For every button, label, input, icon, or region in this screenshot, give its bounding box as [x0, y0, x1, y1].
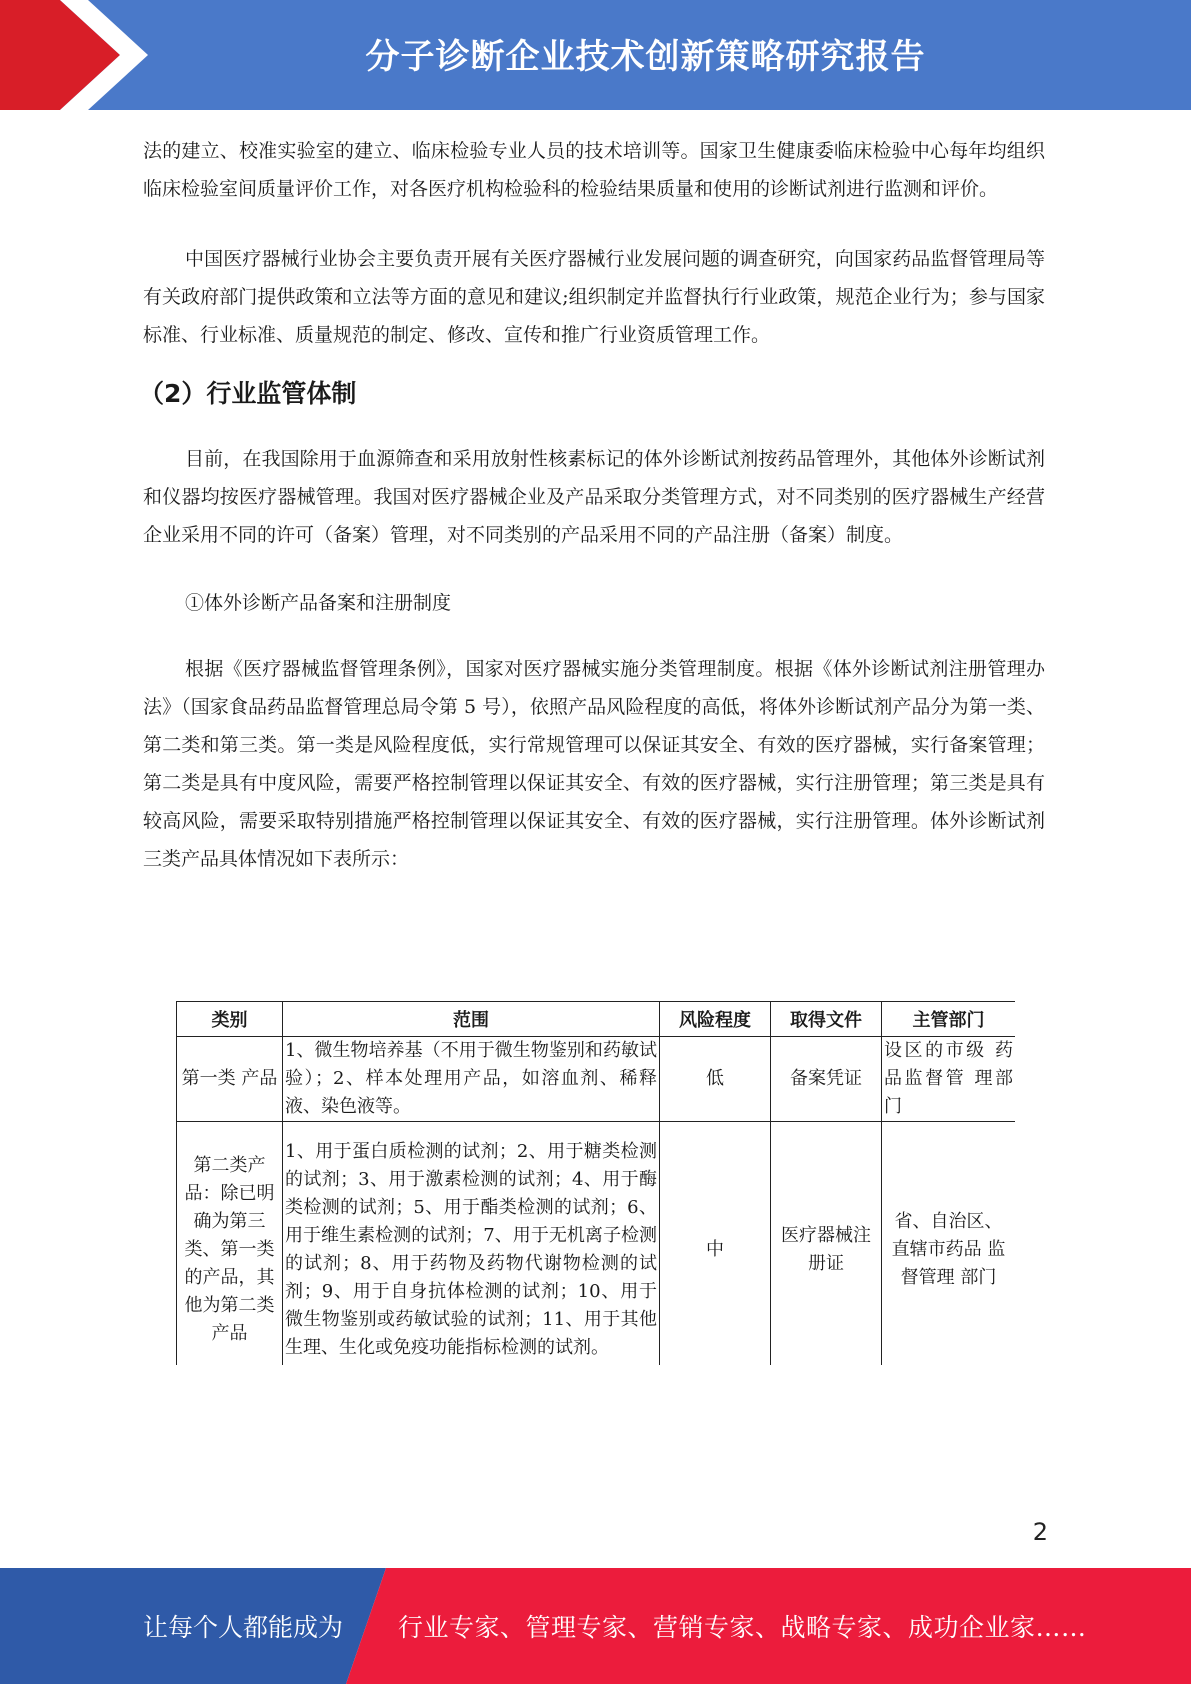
- paragraph-2: 中国医疗器械行业协会主要负责开展有关医疗器械行业发展问题的调查研究，向国家药品监督管理局等有关政府部门提供政策和立法等方面的意见和建议;组织制定并监督执行行业政策，规范企业行为；参与国家标准、行业标准、质量规范的制定、修改、宣传和推广行业资质管理工作。: [143, 248, 1045, 346]
- table-header-authority: 主管部门: [882, 1002, 1016, 1037]
- table-cell-category: 第一类 产品: [177, 1037, 283, 1122]
- paragraph-3: 目前，在我国除用于血源筛查和采用放射性核素标记的体外诊断试剂按药品管理外，其他体外诊断试剂和仪器均按医疗器械管理。我国对医疗器械企业及产品采取分类管理方式，对不同类别的医疗器械生产经营企业采用不同的许可（备案）管理，对不同类别的产品采用不同的产品注册（备案）制度。: [143, 448, 1045, 546]
- table-header-document: 取得文件: [771, 1002, 882, 1037]
- table-row: [177, 1122, 1016, 1366]
- table-header-category: 类别: [177, 1002, 283, 1037]
- table-cell-category: 第二类产品：除已明确为第三类、第一类的产品，其他为第二类产品: [177, 1122, 283, 1366]
- page-footer: [0, 1568, 1191, 1684]
- table-header-scope: 范围: [283, 1002, 660, 1037]
- page-header: [0, 0, 1191, 110]
- footer-slogan-right: 行业专家、管理专家、营销专家、战略专家、成功企业家……: [398, 1613, 1087, 1642]
- paragraph-1: 法的建立、校准实验室的建立、临床检验专业人员的技术培训等。国家卫生健康委临床检验中心每年均组织临床检验室间质量评价工作，对各医疗机构检验科的检验结果质量和使用的诊断试剂进行监测和评价。: [143, 140, 1045, 200]
- document-body: [139, 132, 1045, 878]
- section-heading: （2）行业监管体制: [139, 379, 357, 408]
- table-header-risk: 风险程度: [660, 1002, 771, 1037]
- page-number: 2: [1032, 1518, 1048, 1546]
- table-cell-authority: 设区的市级 药品监督管 理部门: [882, 1037, 1016, 1122]
- table-header-row: [177, 1002, 1016, 1037]
- table-row: [177, 1037, 1016, 1122]
- footer-slogan-left: 让每个人都能成为: [143, 1613, 344, 1642]
- table-cell-document: 医疗器械注册证: [771, 1122, 882, 1366]
- table-cell-risk: 低: [660, 1037, 771, 1122]
- table-cell-scope: 1、用于蛋白质检测的试剂；2、用于糖类检测的试剂；3、用于激素检测的试剂；4、用于酶类检测的试剂；5、用于酯类检测的试剂；6、用于维生素检测的试剂；7、用于无机离子检测的试剂；8、用于药物及药物代谢物检测的试剂；9、用于自身抗体检测的试剂；10、用于微生物鉴别或药敏试验的试剂；11、用于其他生理、生化或免疫功能指标检测的试剂。: [283, 1122, 660, 1366]
- table-cell-document: 备案凭证: [771, 1037, 882, 1122]
- report-title: 分子诊断企业技术创新策略研究报告: [365, 36, 926, 77]
- table-cell-authority: 省、自治区、直辖市药品 监督管理 部门: [882, 1122, 1016, 1366]
- table-cell-risk: 中: [660, 1122, 771, 1366]
- subheading: ①体外诊断产品备案和注册制度: [185, 592, 452, 614]
- table-cell-scope: 1、微生物培养基（不用于微生物鉴别和药敏试验）；2、样本处理用产品，如溶血剂、稀释液、染色液等。: [283, 1037, 660, 1122]
- paragraph-4: 根据《医疗器械监督管理条例》，国家对医疗器械实施分类管理制度。根据《体外诊断试剂注册管理办法》（国家食品药品监督管理总局令第 5 号），依照产品风险程度的高低，将体外诊断试剂产品分为第一类、第二类和第三类。第一类是风险程度低，实行常规管理可以保证其安全、有效的医疗器械，实行备案管理；第二类是具有中度风险，需要严格控制管理以保证其安全、有效的医疗器械，实行注册管理；第三类是具有较高风险，需要采取特别措施严格控制管理以保证其安全、有效的医疗器械，实行注册管理。体外诊断试剂三类产品具体情况如下表所示：: [143, 658, 1045, 870]
- ivd-classification-table: [176, 1001, 1015, 1365]
